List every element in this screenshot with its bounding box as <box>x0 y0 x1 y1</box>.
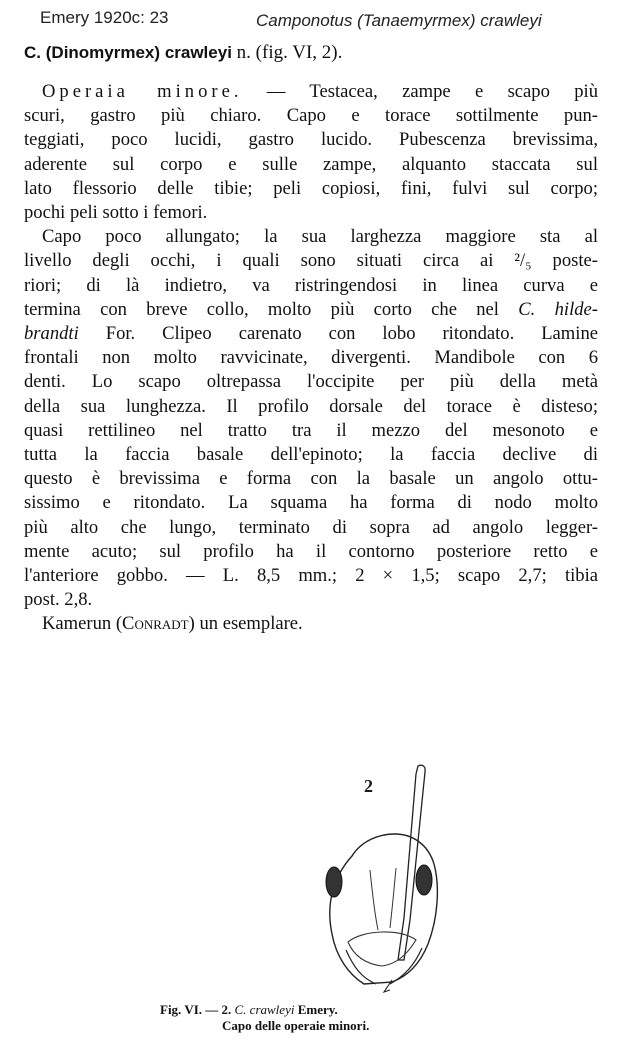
paragraph-1-line: scuri, gastro più chiaro. Capo e torace sottilmente pun- <box>24 105 598 127</box>
paragraph-2-line: frontali non molto ravvicinate, divergenti. Mandibole con 6 <box>24 347 598 369</box>
paragraph-2-line: livello degli occhi, i quali sono situati circa ai ²/₅ poste- <box>24 250 598 272</box>
paragraph-2-line: l'anteriore gobbo. — L. 8,5 mm.; 2 × 1,5; scapo 2,7; tibia <box>24 565 598 587</box>
collector: (Conradt) <box>115 613 195 635</box>
paragraph-2-line: termina con breve collo, molto più corto che nel C. hilde- <box>24 298 598 320</box>
locality: Kamerun <box>42 613 112 635</box>
subgenus: (Dinomyrmex) <box>45 43 161 62</box>
paragraph-2-line: Capo poco allungato; la sua larghezza maggiore sta al <box>42 226 598 248</box>
caste-label: Operaia minore. <box>42 81 243 102</box>
citation-header: Emery 1920c: 23 <box>40 8 169 27</box>
paragraph-2-line: brandti For. Clipeo carenato con lobo ritondato. Lamine <box>24 323 598 345</box>
caption-number: 2. <box>221 1002 232 1017</box>
paragraph-2-line: post. 2,8. <box>24 589 93 611</box>
genus-abbr: C. <box>24 43 41 62</box>
head-outline <box>330 834 438 984</box>
paragraph-2-line: sissimo e ritondato. La squama ha forma di nodo molto <box>24 492 598 514</box>
caption-author: Emery. <box>297 1002 338 1017</box>
paragraph-1-line: lato flessorio delle tibie; peli copiosi, fini, fulvi sul corpo; <box>24 177 598 199</box>
paragraph-2-line: più alto che lungo, terminato di sopra ad angolo legger- <box>24 516 598 538</box>
figure-reference: (fig. VI, 2). <box>255 42 343 63</box>
description-body <box>24 80 598 637</box>
species-heading <box>24 42 624 64</box>
paragraph-2-line: mente acuto; sul profilo ha il contorno posteriore retto e <box>24 540 598 562</box>
paragraph-1-line: pochi peli sotto i femori. <box>24 202 208 224</box>
figure-caption-line-2: Capo delle operaie minori. <box>222 1018 370 1033</box>
paragraph-2-line: denti. Lo scapo oltrepassa l'occipite per più della metà <box>24 371 598 393</box>
species-name: crawleyi <box>164 43 232 62</box>
paragraph-1-line: teggiati, poco lucidi, gastro lucido. Pubescenza brevissima, <box>24 129 598 151</box>
compare-species-end: brandti <box>24 323 79 345</box>
figure-number: 2 <box>364 776 373 796</box>
antennal-scape <box>398 765 425 960</box>
paragraph-2-line: riori; di là indietro, va ristringendosi in linea curva e <box>24 274 598 296</box>
paragraph-2-line: della sua lunghezza. Il profilo dorsale del torace è disteso; <box>24 395 598 417</box>
mandible-left <box>346 950 376 984</box>
paragraph-2-line: tutta la faccia basale dell'epinoto; la faccia declive di <box>24 444 598 466</box>
locality-line <box>24 612 598 636</box>
paragraph-1-line: aderente sul corpo e sulle zampe, alquanto staccata sul <box>24 153 598 175</box>
compare-species: C. hilde- <box>518 298 598 320</box>
paragraph-1-line-1: Operaia minore. — Testacea, zampe e scapo più <box>42 81 598 102</box>
figure-caption-line-1 <box>160 1002 338 1018</box>
paragraph-2-line: questo è brevissima e forma con la basale un angolo ottu- <box>24 468 598 490</box>
paragraph-2-line: quasi rettilineo nel tratto tra il mezzo del mesonoto e <box>24 419 598 441</box>
left-eye <box>326 867 342 897</box>
frontal-carina-left <box>370 870 378 930</box>
caption-label: Fig. VI. — <box>160 1002 219 1017</box>
caption-species: C. crawleyi <box>234 1002 295 1017</box>
status: n. <box>236 42 251 63</box>
ant-head-illustration <box>300 760 450 1000</box>
right-eye <box>416 865 432 895</box>
frontal-carina-right <box>390 868 396 928</box>
taxon-header: Camponotus (Tanaemyrmex) crawleyi <box>256 11 542 30</box>
specimens: un esemplare. <box>194 613 303 635</box>
